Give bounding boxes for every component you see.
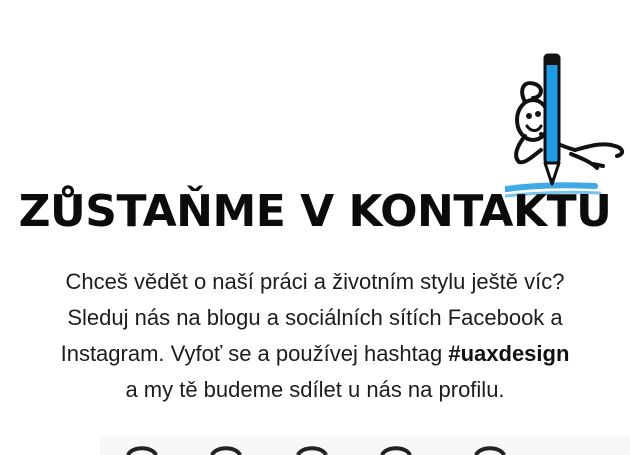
section-heading: ZŮSTAŇME V KONTAKTU	[18, 186, 612, 237]
intro-paragraph	[10, 264, 620, 408]
social-icons-row	[100, 436, 630, 455]
intro-line-3	[10, 336, 620, 372]
social-icon-2[interactable]	[212, 448, 240, 455]
intro-line-4: a my tě budeme sdílet u nás na profilu.	[125, 377, 505, 402]
pencil-character-icon	[505, 55, 622, 196]
intro-line-3-text: Instagram. Vyfoť se a používej hashtag	[60, 341, 449, 366]
hashtag: #uaxdesign	[448, 341, 570, 366]
intro-line-1: Chceš vědět o naší práci a životním stylu ještě víc?	[65, 269, 565, 294]
social-icon-1[interactable]	[128, 448, 156, 455]
social-icon-3[interactable]	[298, 448, 326, 455]
social-icon-5[interactable]	[476, 448, 504, 455]
social-icons-strip	[100, 436, 630, 455]
intro-line-2: Sleduj nás na blogu a sociálních sítích Facebook a	[67, 305, 563, 330]
pencil-character-illustration	[505, 50, 630, 200]
social-icon-4[interactable]	[382, 448, 410, 455]
